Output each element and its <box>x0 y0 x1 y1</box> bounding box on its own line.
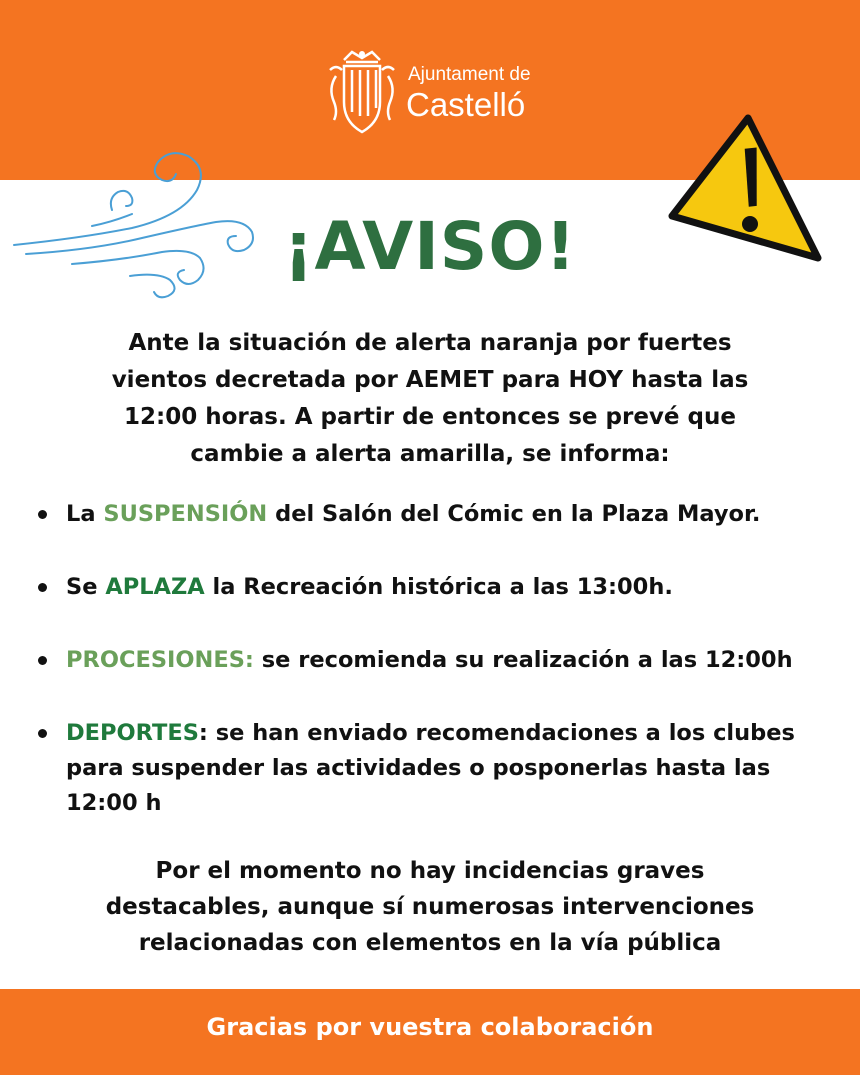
bullet-highlight: SUSPENSIÓN <box>103 501 268 527</box>
bullet-highlight: APLAZA <box>105 574 205 600</box>
list-item <box>36 643 836 678</box>
notice-list <box>36 497 836 821</box>
bullet-post: se recomienda su realización a las 12:00h <box>253 647 793 673</box>
bullet-post: la Recreación histórica a las 13:00h. <box>204 574 673 600</box>
bullet-post: : se han enviado recomendaciones a los clubes para suspender las actividades o posponerlas hasta las 12:00 h <box>66 720 795 816</box>
bullet-pre: Se <box>66 574 106 600</box>
closing-paragraph: Por el momento no hay incidencias graves destacables, aunque sí numerosas intervenciones relacionadas con elementos en la vía pública <box>105 858 755 956</box>
logo-line-2: Castelló <box>406 86 526 123</box>
list-item <box>36 497 836 532</box>
footer-banner <box>0 989 860 1075</box>
coat-of-arms-icon <box>322 46 402 138</box>
bullet-highlight: DEPORTES <box>66 720 199 746</box>
ajuntament-logo[interactable] <box>322 46 552 142</box>
list-item <box>36 716 836 821</box>
bullet-dot <box>38 510 47 519</box>
intro-paragraph: Ante la situación de alerta naranja por fuertes vientos decretada por AEMET para HOY hasta las 12:00 horas. A partir de entonces se prevé que cambie a alerta amarilla, se informa: <box>111 330 749 467</box>
bullet-post: del Salón del Cómic en la Plaza Mayor. <box>267 501 761 527</box>
list-item <box>36 570 836 605</box>
bullet-highlight: PROCESIONES: <box>66 647 254 673</box>
page-title: ¡AVISO! <box>283 208 577 285</box>
bullet-dot <box>38 729 47 738</box>
bullet-dot <box>38 583 47 592</box>
bullet-dot <box>38 656 47 665</box>
footer-text: Gracias por vuestra colaboración <box>206 1013 654 1041</box>
logo-line-1: Ajuntament de <box>408 64 531 85</box>
bullet-pre: La <box>66 501 104 527</box>
